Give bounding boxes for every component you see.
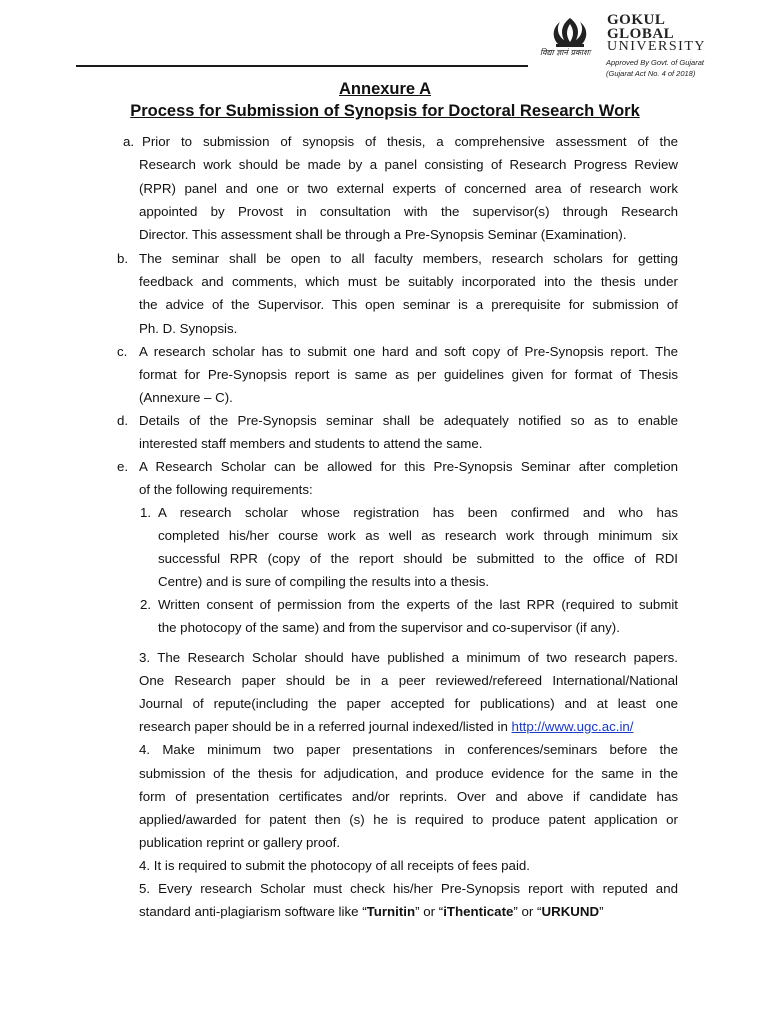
header-rule bbox=[76, 65, 528, 67]
page-title: Annexure A bbox=[339, 80, 431, 98]
requirement-item: 1. A research scholar whose registration has been confirmed and who has bbox=[140, 505, 678, 520]
requirement-paragraph: 5. Every research Scholar must check his/her Pre-Synopsis report with reputed and bbox=[139, 881, 678, 896]
list-item: d. Details of the Pre-Synopsis seminar shall be adequately notified so as to enable bbox=[117, 413, 678, 428]
page-subtitle: Process for Submission of Synopsis for Doctoral Research Work bbox=[130, 102, 640, 120]
list-item: e. A Research Scholar can be allowed for this Pre-Synopsis Seminar after completion bbox=[117, 459, 678, 474]
logo-name-line2: GLOBAL bbox=[607, 26, 675, 42]
requirement-item: 2. Written consent of permission from the experts of the last RPR (required to submit bbox=[140, 597, 678, 612]
ugc-link[interactable]: http://www.ugc.ac.in/ bbox=[511, 719, 634, 734]
list-item: b. The seminar shall be open to all faculty members, research scholars for getting bbox=[117, 251, 678, 266]
requirement-paragraph: 4. Make minimum two paper presentations in conferences/seminars before the bbox=[139, 742, 678, 757]
logo-name-line1: GOKUL bbox=[607, 12, 666, 28]
requirement-paragraph: 3. The Research Scholar should have published a minimum of two research papers. bbox=[139, 650, 678, 665]
tool-ithenticate: iThenticate bbox=[443, 904, 514, 919]
requirement-paragraph: 4. It is required to submit the photocopy of all receipts of fees paid. bbox=[139, 858, 530, 873]
logo-name-line3: UNIVERSITY bbox=[607, 39, 706, 54]
tool-turnitin: Turnitin bbox=[366, 904, 416, 919]
list-item: c. A research scholar has to submit one hard and soft copy of Pre-Synopsis report. The bbox=[117, 344, 678, 359]
list-item: a. Prior to submission of synopsis of thesis, a comprehensive assessment of the bbox=[123, 134, 678, 149]
tool-urkund: URKUND bbox=[541, 904, 600, 919]
logo-tagline: विद्या ज्ञानं प्रकाशः bbox=[540, 48, 591, 57]
logo-approval-note: Approved By Govt. of Gujarat (Gujarat Act No. 4 of 2018) bbox=[606, 58, 704, 78]
document-heading bbox=[0, 78, 770, 122]
